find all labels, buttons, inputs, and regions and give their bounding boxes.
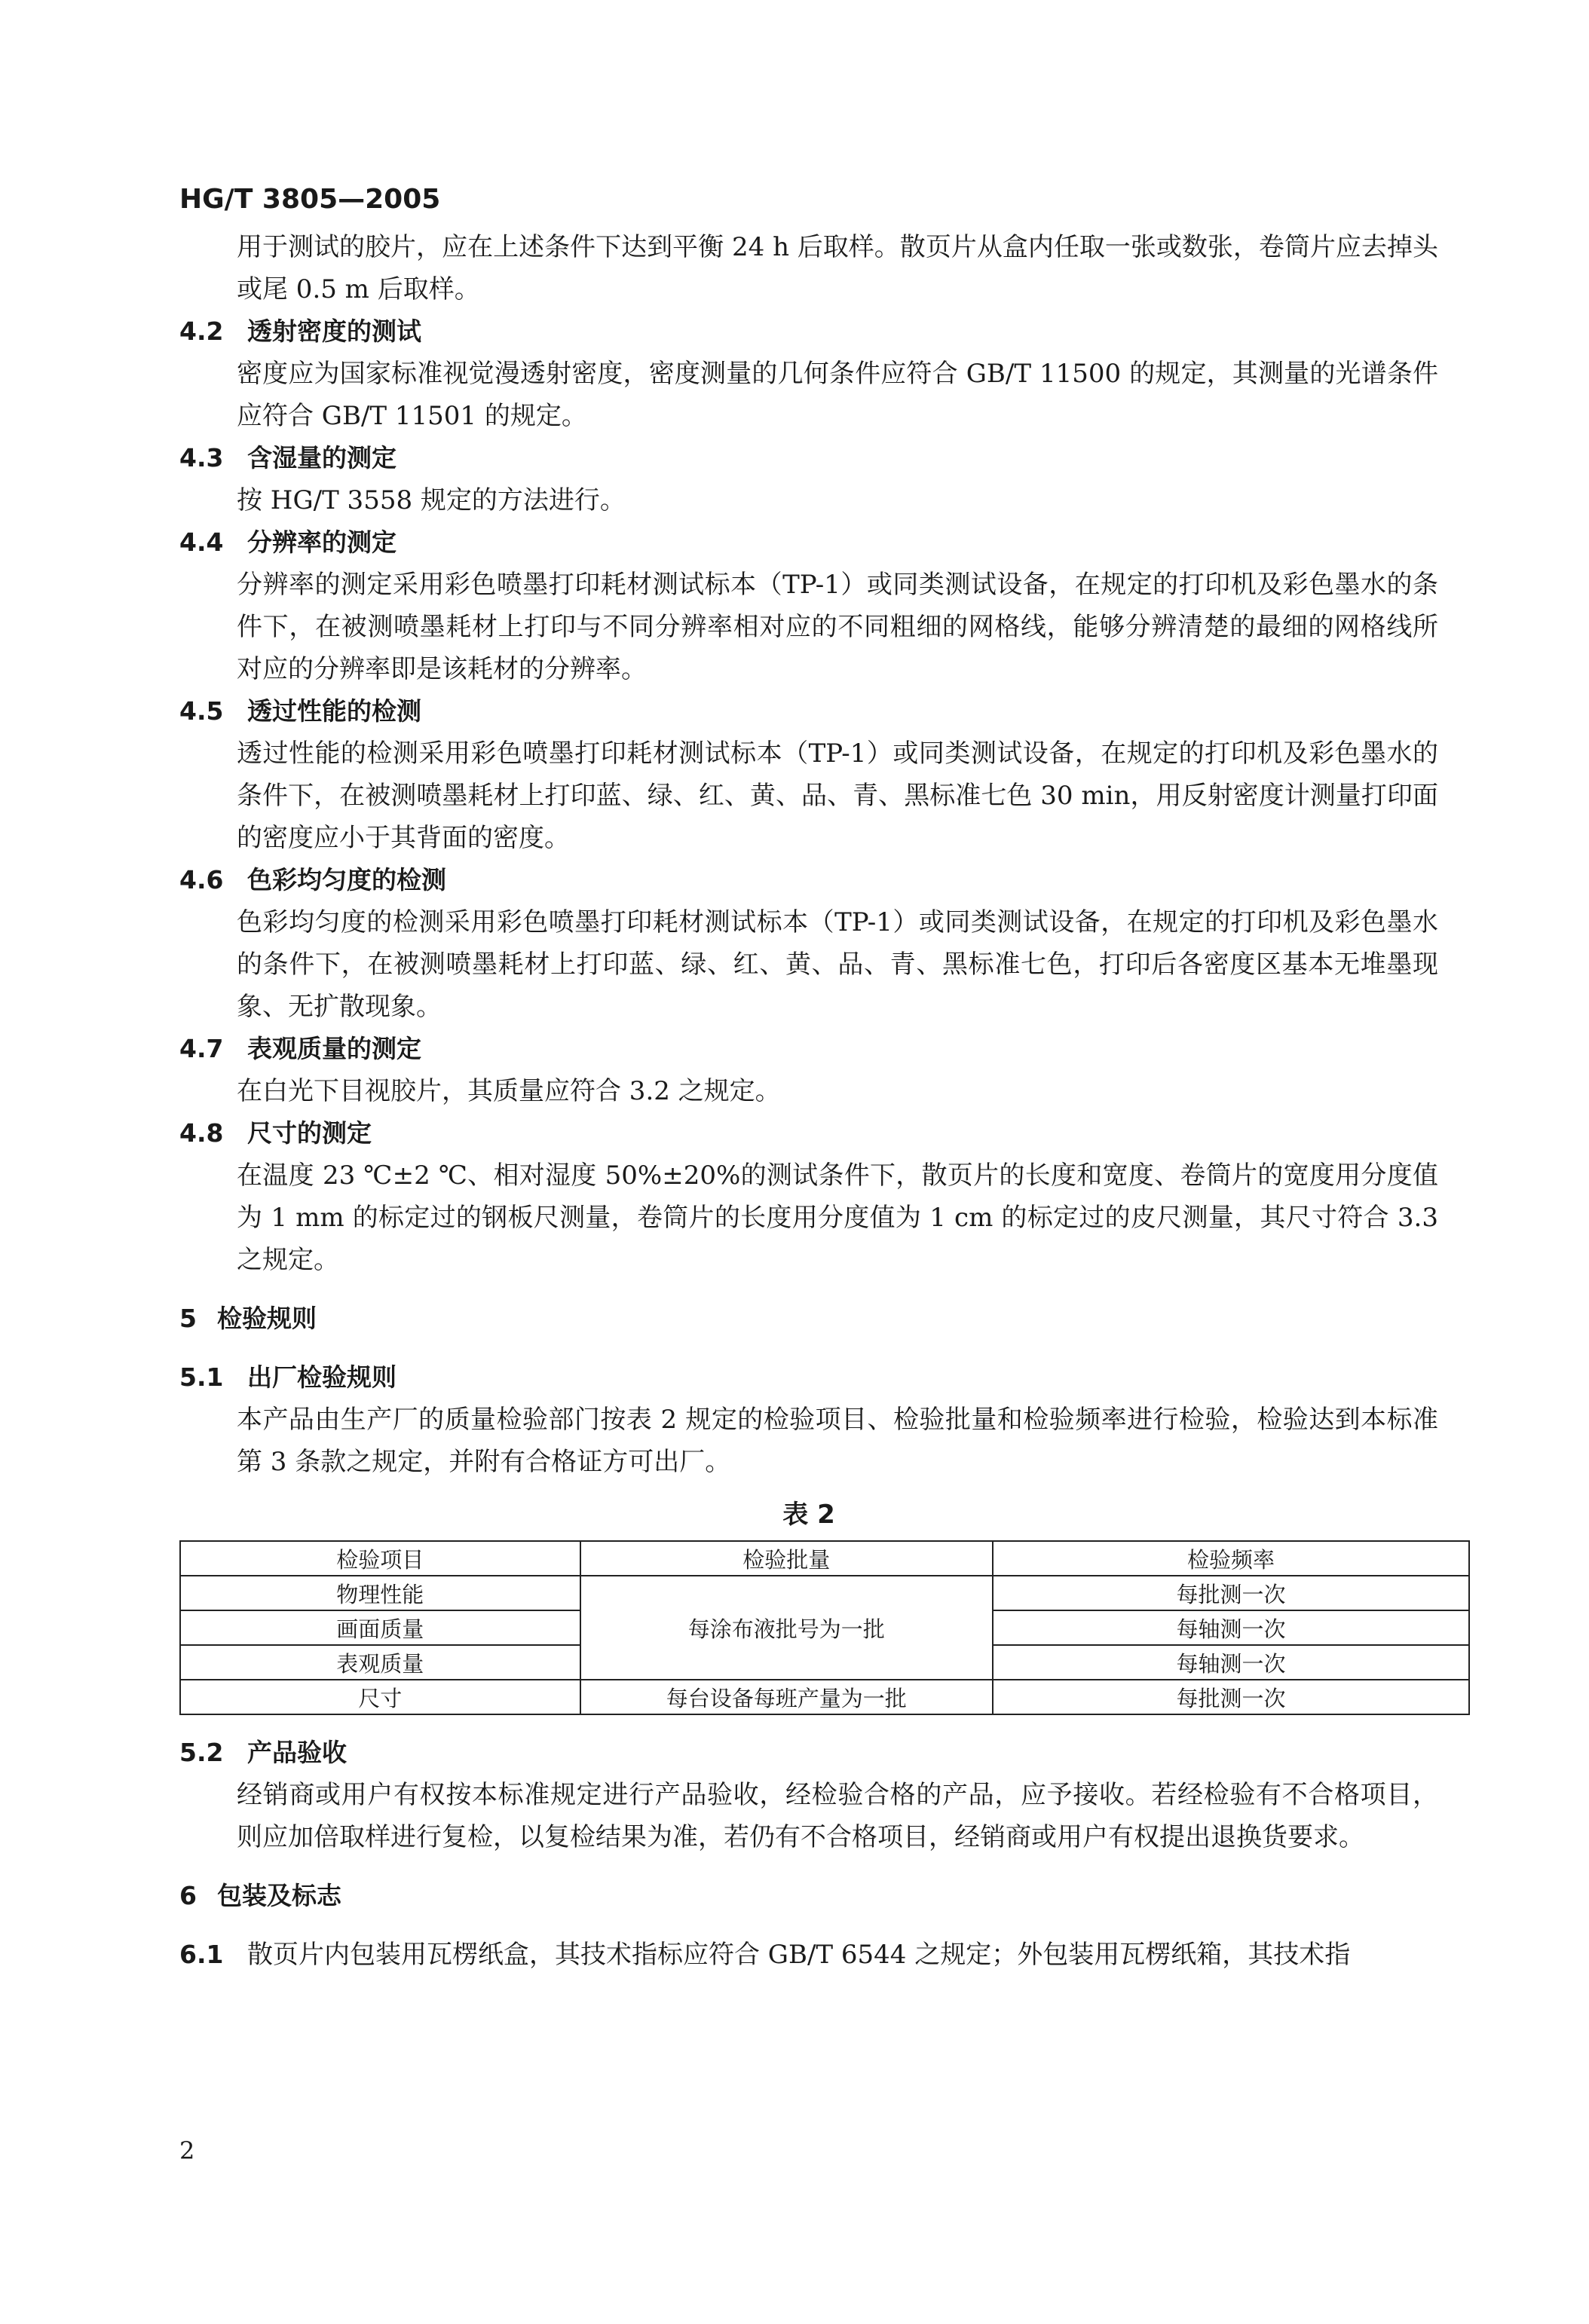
section-number: 4.3 bbox=[179, 443, 224, 472]
section-title: 表观质量的测定 bbox=[247, 1034, 421, 1063]
section-heading bbox=[179, 521, 1438, 564]
section-list bbox=[179, 310, 1438, 1281]
section-text: 在温度 23 ℃±2 ℃、相对湿度 50%±20%的测试条件下，散页片的长度和宽度、卷筒片的宽度用分度值为 1 mm 的标定过的钢板尺测量，卷筒片的长度用分度值为 1 cm 的标定过的皮尺测量，其尺寸符合 3.3 之规定。 bbox=[237, 1160, 1438, 1275]
table-header-row bbox=[180, 1541, 1469, 1576]
section-heading-5-1 bbox=[179, 1356, 1438, 1399]
section-title: 出厂检验规则 bbox=[247, 1362, 396, 1392]
section-title: 产品验收 bbox=[247, 1738, 347, 1767]
section-heading bbox=[179, 859, 1438, 901]
section-text: 密度应为国家标准视觉漫透射密度，密度测量的几何条件应符合 GB/T 11500 的规定，其测量的光谱条件应符合 GB/T 11501 的规定。 bbox=[237, 359, 1438, 431]
section-text: 分辨率的测定采用彩色喷墨打印耗材测试标本（TP-1）或同类测试设备，在规定的打印机及彩色墨水的条件下，在被测喷墨耗材上打印与不同分辨率相对应的不同粗细的网格线，能够分辨清楚的最细的网格线所对应的分辨率即是该耗材的分辨率。 bbox=[237, 570, 1438, 684]
section-title: 透射密度的测试 bbox=[247, 316, 421, 346]
table-row bbox=[180, 1576, 1469, 1610]
section-title: 透过性能的检测 bbox=[247, 696, 421, 726]
table-caption: 表 2 bbox=[782, 1500, 835, 1530]
section-text: 按 HG/T 3558 规定的方法进行。 bbox=[237, 485, 626, 515]
table-cell: 尺寸 bbox=[180, 1680, 580, 1714]
section-text-5-1: 本产品由生产厂的质量检验部门按表 2 规定的检验项目、检验批量和检验频率进行检验，检验达到本标准第 3 条款之规定，并附有合格证方可出厂。 bbox=[237, 1405, 1438, 1477]
section-heading bbox=[179, 310, 1438, 353]
section-heading bbox=[179, 437, 1438, 479]
section-heading bbox=[179, 1028, 1438, 1070]
table-cell: 画面质量 bbox=[180, 1610, 580, 1645]
table-row bbox=[180, 1680, 1469, 1714]
intro-paragraph: 用于测试的胶片，应在上述条件下达到平衡 24 h 后取样。散页片从盒内任取一张或数张，卷筒片应去掉头或尾 0.5 m 后取样。 bbox=[237, 232, 1438, 304]
section-text: 色彩均匀度的检测采用彩色喷墨打印耗材测试标本（TP-1）或同类测试设备，在规定的打印机及彩色墨水的条件下，在被测喷墨耗材上打印蓝、绿、红、黄、品、青、黑标准七色，打印后各密度区基本无堆墨现象、无扩散现象。 bbox=[237, 907, 1438, 1022]
document-code-header: HG/T 3805—2005 bbox=[179, 184, 441, 215]
chapter-number: 6 bbox=[179, 1881, 197, 1910]
inspection-table bbox=[179, 1540, 1470, 1715]
section-number: 5.1 bbox=[179, 1362, 224, 1392]
section-number: 4.4 bbox=[179, 527, 224, 557]
table-cell: 每轴测一次 bbox=[993, 1610, 1469, 1645]
table-header-cell: 检验项目 bbox=[180, 1541, 580, 1576]
table-cell: 物理性能 bbox=[180, 1576, 580, 1610]
page-number: 2 bbox=[179, 2136, 195, 2165]
table-cell: 每批测一次 bbox=[993, 1576, 1469, 1610]
table-cell: 每批测一次 bbox=[993, 1680, 1469, 1714]
table-cell: 每台设备每班产量为一批 bbox=[580, 1680, 993, 1714]
section-number: 6.1 bbox=[179, 1940, 224, 1969]
section-number: 4.5 bbox=[179, 696, 224, 726]
section-number: 5.2 bbox=[179, 1738, 224, 1767]
section-title: 分辨率的测定 bbox=[247, 527, 396, 557]
table-header-cell: 检验频率 bbox=[993, 1541, 1469, 1576]
chapter-number: 5 bbox=[179, 1304, 197, 1333]
chapter-5-heading bbox=[179, 1298, 1438, 1340]
table-cell: 表观质量 bbox=[180, 1645, 580, 1680]
section-text-6-1: 散页片内包装用瓦楞纸盒，其技术指标应符合 GB/T 6544 之规定；外包装用瓦楞纸箱，其技术指 bbox=[247, 1940, 1351, 1970]
section-heading-5-2 bbox=[179, 1732, 1438, 1774]
section-text-5-2: 经销商或用户有权按本标准规定进行产品验收，经检验合格的产品，应予接收。若经检验有不合格项目，则应加倍取样进行复检，以复检结果为准，若仍有不合格项目，经销商或用户有权提出退换货要求。 bbox=[237, 1780, 1438, 1852]
chapter-title: 包装及标志 bbox=[217, 1881, 341, 1910]
section-text: 在白光下目视胶片，其质量应符合 3.2 之规定。 bbox=[237, 1076, 781, 1106]
section-number: 4.7 bbox=[179, 1034, 224, 1063]
section-text: 透过性能的检测采用彩色喷墨打印耗材测试标本（TP-1）或同类测试设备，在规定的打印机及彩色墨水的条件下，在被测喷墨耗材上打印蓝、绿、红、黄、品、青、黑标准七色 30 min，用反射密度计测量打印面的密度应小于其背面的密度。 bbox=[237, 738, 1438, 853]
section-number: 4.8 bbox=[179, 1118, 224, 1148]
table-cell: 每轴测一次 bbox=[993, 1645, 1469, 1680]
section-heading bbox=[179, 1112, 1438, 1154]
chapter-6-heading bbox=[179, 1875, 1438, 1917]
section-heading bbox=[179, 690, 1438, 732]
table-header-cell: 检验批量 bbox=[580, 1541, 993, 1576]
table-cell: 每涂布液批号为一批 bbox=[580, 1576, 993, 1680]
section-number: 4.2 bbox=[179, 316, 224, 346]
section-number: 4.6 bbox=[179, 865, 224, 894]
section-title: 尺寸的测定 bbox=[247, 1118, 372, 1148]
section-heading-6-1 bbox=[179, 1934, 1438, 1976]
section-title: 色彩均匀度的检测 bbox=[247, 865, 446, 894]
section-title: 含湿量的测定 bbox=[247, 443, 396, 472]
chapter-title: 检验规则 bbox=[217, 1304, 317, 1333]
document-body bbox=[179, 226, 1438, 1976]
